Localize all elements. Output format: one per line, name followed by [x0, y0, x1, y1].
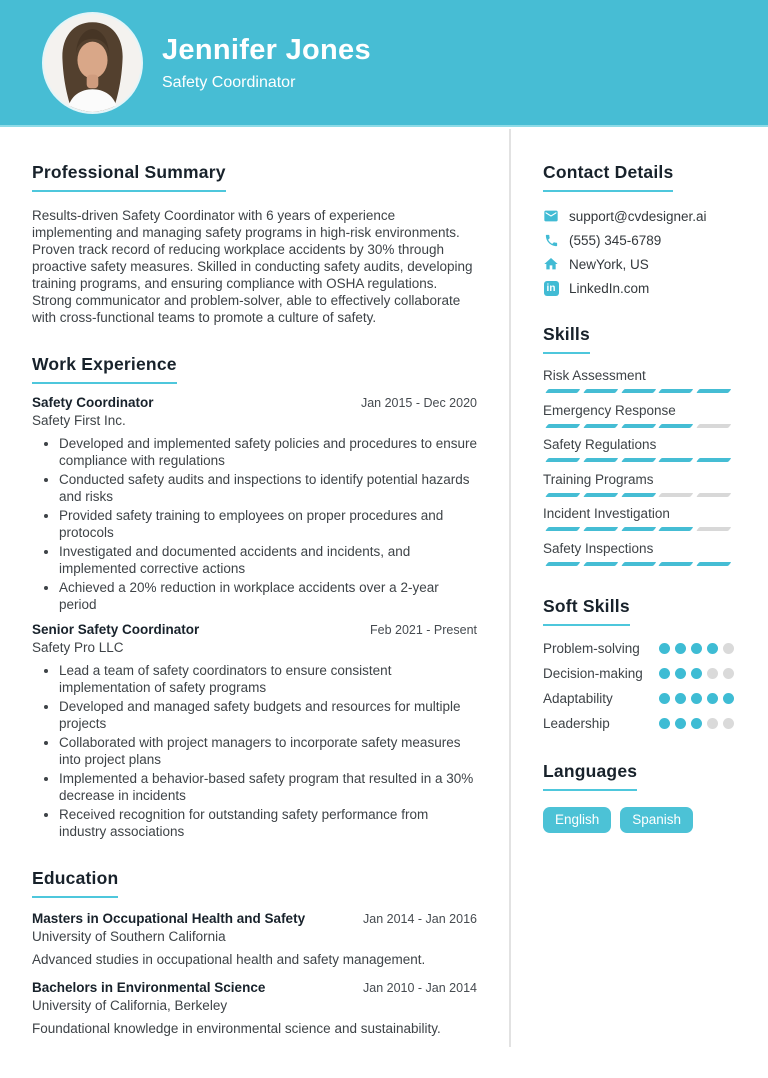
- contact-value[interactable]: LinkedIn.com: [569, 280, 650, 296]
- job-entry: [32, 622, 477, 840]
- skill-bar-segment: [621, 527, 656, 531]
- soft-skill-item: [543, 641, 734, 656]
- linkedin-icon: in: [543, 280, 559, 296]
- bullet-item: • Developed and implemented safety policies and procedures to ensure compliance with regulations: [59, 436, 477, 469]
- skill-item: [543, 541, 734, 566]
- rating-dot: [707, 718, 718, 729]
- contact-list: [543, 208, 734, 296]
- soft-skill-name: Adaptability: [543, 691, 613, 706]
- bullet-item: • Collaborated with project managers to incorporate safety measures into project plans: [59, 735, 477, 768]
- job-title: Senior Safety Coordinator: [32, 622, 200, 637]
- skill-bar: [543, 562, 734, 566]
- contact-value[interactable]: support@cvdesigner.ai: [569, 208, 707, 224]
- skill-bar-segment: [659, 458, 694, 462]
- skill-bar-segment: [697, 424, 732, 428]
- skill-item: [543, 368, 734, 393]
- bullet-item: • Developed and managed safety budgets and resources for multiple projects: [59, 699, 477, 732]
- education-list: [32, 911, 477, 1036]
- job-entry: [32, 395, 477, 613]
- skill-bar: [543, 389, 734, 393]
- skill-item: [543, 437, 734, 462]
- skill-bar-segment: [621, 424, 656, 428]
- rating-dot: [691, 718, 702, 729]
- bullet-item: • Achieved a 20% reduction in workplace accidents over a 2-year period: [59, 580, 477, 613]
- skill-bar: [543, 493, 734, 497]
- rating-dot: [675, 693, 686, 704]
- rating-dot: [659, 693, 670, 704]
- skill-bar: [543, 527, 734, 531]
- education-dates: Jan 2010 - Jan 2014: [363, 981, 477, 995]
- education-entry: [32, 980, 477, 1036]
- rating-dot: [675, 718, 686, 729]
- contact-item: [543, 256, 734, 272]
- skill-bar-segment: [546, 562, 581, 566]
- skill-bar-segment: [546, 493, 581, 497]
- skill-bar-segment: [659, 562, 694, 566]
- soft-skill-name: Leadership: [543, 716, 610, 731]
- skill-bar-segment: [697, 458, 732, 462]
- skill-bar-segment: [583, 458, 618, 462]
- skill-bar-segment: [659, 389, 694, 393]
- skill-name: Safety Regulations: [543, 437, 657, 452]
- skill-bar-segment: [621, 458, 656, 462]
- language-pill: English: [543, 807, 611, 833]
- avatar: [44, 14, 141, 112]
- contact-item: [543, 232, 734, 248]
- header-text: [162, 34, 371, 92]
- skill-name: Emergency Response: [543, 402, 676, 418]
- contact-value: (555) 345-6789: [569, 232, 662, 248]
- rating-dot: [723, 693, 734, 704]
- rating-dot: [675, 643, 686, 654]
- rating-dot: [691, 693, 702, 704]
- skill-bar-segment: [583, 389, 618, 393]
- skill-bar-segment: [583, 493, 618, 497]
- skill-bar-segment: [697, 527, 732, 531]
- rating-dot: [723, 643, 734, 654]
- skill-name: Training Programs: [543, 471, 654, 487]
- job-list: [32, 395, 477, 840]
- rating-dot: [659, 718, 670, 729]
- rating-dot: [723, 718, 734, 729]
- job-header: [32, 395, 477, 410]
- job-dates: Jan 2015 - Dec 2020: [360, 396, 477, 410]
- skill-bar-segment: [659, 493, 694, 497]
- languages-heading: Languages: [543, 761, 637, 791]
- resume-body: [0, 127, 768, 1036]
- skill-bar-segment: [546, 527, 581, 531]
- rating-dot: [707, 693, 718, 704]
- job-header: [32, 622, 477, 637]
- language-pill: Spanish: [620, 807, 693, 833]
- skills-heading: Skills: [543, 324, 590, 354]
- phone-icon: [543, 232, 559, 248]
- contact-item: [543, 208, 734, 224]
- rating-dot: [691, 643, 702, 654]
- skill-bar-segment: [659, 527, 694, 531]
- soft-skill-item: [543, 691, 734, 706]
- soft-skill-name: Decision-making: [543, 666, 643, 681]
- bullet-item: • Provided safety training to employees on proper procedures and protocols: [59, 508, 477, 541]
- skill-bar-segment: [583, 424, 618, 428]
- education-dates: Jan 2014 - Jan 2016: [363, 912, 477, 926]
- education-header: [32, 911, 477, 926]
- soft-skill-item: [543, 666, 734, 681]
- job-dates: Feb 2021 - Present: [369, 623, 477, 637]
- skill-bar-segment: [697, 562, 732, 566]
- skill-bar-segment: [697, 493, 732, 497]
- experience-heading: Work Experience: [32, 354, 177, 384]
- email-icon: [543, 208, 559, 224]
- language-pill-list: [543, 807, 734, 833]
- soft-skill-rating: [659, 668, 734, 679]
- skill-bar-segment: [621, 389, 656, 393]
- column-divider: [509, 129, 511, 1047]
- contact-section: [543, 162, 734, 296]
- soft-skill-rating: [659, 643, 734, 654]
- soft-skills-heading: Soft Skills: [543, 596, 630, 626]
- main-column: [32, 127, 477, 1036]
- education-school: University of Southern California: [32, 929, 226, 944]
- experience-section: [32, 354, 477, 840]
- skill-bar: [543, 458, 734, 462]
- education-description: Foundational knowledge in environmental science and sustainability.: [32, 1021, 441, 1036]
- skill-name: Safety Inspections: [543, 540, 654, 556]
- education-school: University of California, Berkeley: [32, 998, 228, 1013]
- education-header: [32, 980, 477, 995]
- rating-dot: [659, 668, 670, 679]
- summary-text: Results-driven Safety Coordinator with 6 years of experience implementing and managing safety programs in high-risk environments. Proven track record of reducing workplace accidents by 30% through proactive safety measures. Skilled in conducting safety audits, developing training programs, and ensuring compliance with OSHA regulations. Strong communicator and problem-solver, able to effectively collaborate with cross-functional teams to promote a culture of safety.: [32, 208, 473, 325]
- education-entry: [32, 911, 477, 967]
- person-job-title: Safety Coordinator: [162, 73, 296, 91]
- education-degree: Bachelors in Environmental Science: [32, 980, 266, 995]
- avatar-portrait-graphic: [44, 14, 141, 112]
- skill-bar-segment: [659, 424, 694, 428]
- contact-heading: Contact Details: [543, 162, 673, 192]
- skill-bar-segment: [583, 562, 618, 566]
- job-bullets: [32, 436, 477, 613]
- bullet-item: • Conducted safety audits and inspections to identify potential hazards and risks: [59, 472, 477, 505]
- contact-item: [543, 280, 734, 296]
- sidebar-column: [543, 127, 734, 1036]
- skill-bar-segment: [697, 389, 732, 393]
- languages-section: [543, 761, 734, 833]
- job-bullets: [32, 663, 477, 840]
- skill-bar-segment: [546, 389, 581, 393]
- soft-skills-list: [543, 641, 734, 731]
- skill-bar-segment: [546, 458, 581, 462]
- education-section: [32, 868, 477, 1036]
- education-description: Advanced studies in occupational health and safety management.: [32, 952, 426, 967]
- bullet-item: • Investigated and documented accidents and incidents, and implemented corrective actions: [59, 544, 477, 577]
- soft-skills-section: [543, 596, 734, 731]
- education-heading: Education: [32, 868, 118, 898]
- job-title: Safety Coordinator: [32, 395, 154, 410]
- education-degree: Masters in Occupational Health and Safety: [32, 911, 306, 926]
- skill-bar: [543, 424, 734, 428]
- person-name: Jennifer Jones: [162, 33, 371, 66]
- skill-name: Risk Assessment: [543, 368, 646, 383]
- skill-name: Incident Investigation: [543, 506, 670, 521]
- skill-item: [543, 506, 734, 531]
- rating-dot: [659, 643, 670, 654]
- skill-bar-segment: [583, 527, 618, 531]
- skill-bar-segment: [621, 493, 656, 497]
- summary-heading: Professional Summary: [32, 162, 226, 192]
- bullet-item: • Implemented a behavior-based safety program that resulted in a 30% decrease in incidents: [59, 771, 477, 804]
- soft-skill-item: [543, 716, 734, 731]
- skill-item: [543, 472, 734, 497]
- soft-skill-rating: [659, 718, 734, 729]
- home-icon: [543, 256, 559, 272]
- soft-skill-rating: [659, 693, 734, 704]
- summary-section: [32, 162, 477, 326]
- bullet-item: • Received recognition for outstanding safety performance from industry associations: [59, 807, 477, 840]
- skill-bar-segment: [546, 424, 581, 428]
- rating-dot: [707, 668, 718, 679]
- skill-bar-segment: [621, 562, 656, 566]
- rating-dot: [723, 668, 734, 679]
- soft-skill-name: Problem-solving: [543, 641, 640, 656]
- skills-list: [543, 368, 734, 565]
- bullet-item: • Lead a team of safety coordinators to ensure consistent implementation of safety programs: [59, 663, 477, 696]
- skill-item: [543, 403, 734, 428]
- job-company: Safety Pro LLC: [32, 640, 124, 655]
- contact-value: NewYork, US: [569, 256, 649, 272]
- rating-dot: [707, 643, 718, 654]
- rating-dot: [691, 668, 702, 679]
- job-company: Safety First Inc.: [32, 413, 126, 428]
- skills-section: [543, 324, 734, 565]
- rating-dot: [675, 668, 686, 679]
- header-banner: [0, 0, 768, 127]
